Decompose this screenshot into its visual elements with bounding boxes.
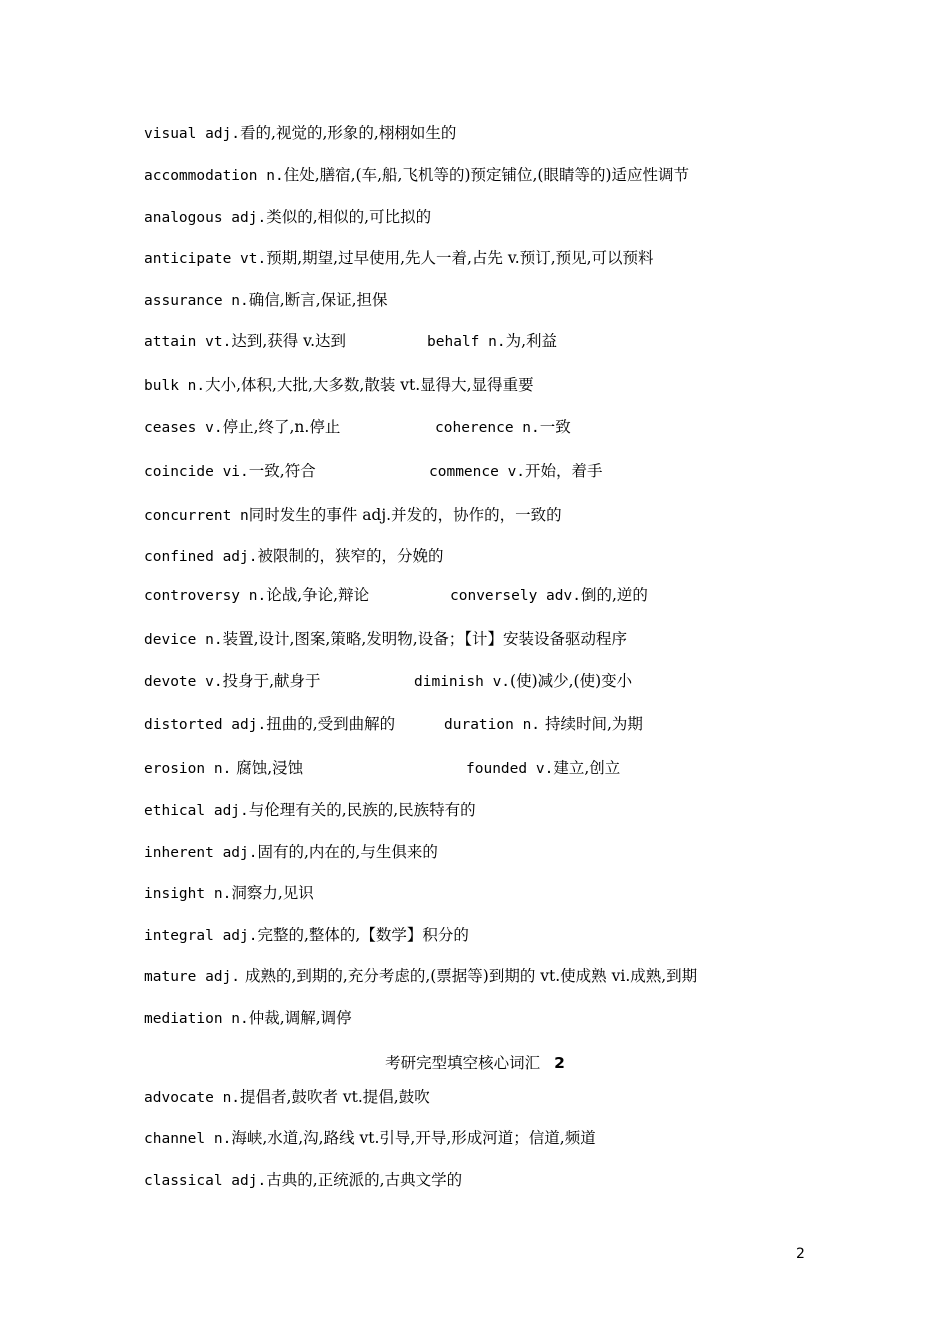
- entry-definition: (使)减少,(使)变小: [510, 672, 633, 690]
- entry-word: device n.: [144, 632, 223, 648]
- entry-definition: 住处,膳宿,(车,船,飞机等的)预定铺位,(眼睛等的)适应性调节: [283, 166, 690, 184]
- vocab-entry-accommodation: [144, 165, 689, 186]
- vocab-entry-controversy: [144, 585, 648, 606]
- entry-word: controversy n.: [144, 588, 267, 604]
- entry-definition: 预期,期望,过早使用,先人一着,占先 v.预订,预见,可以预料: [266, 249, 654, 267]
- entry-word: mature adj.: [144, 969, 241, 985]
- entry-word: devote v.: [144, 674, 223, 690]
- entry-word: founded v.: [466, 761, 554, 777]
- entry-word: coincide vi.: [144, 464, 249, 480]
- vocab-entry-confined: [144, 546, 444, 567]
- entry-definition: 与伦理有关的,民族的,民族特有的: [248, 801, 476, 819]
- vocab-entry-concurrent: [144, 505, 562, 526]
- vocab-entry-device: [144, 629, 627, 650]
- vocab-entry-analogous: [144, 207, 431, 228]
- entry-word: classical adj.: [144, 1173, 267, 1189]
- vocab-entry-coherence: [435, 417, 571, 438]
- entry-word: advocate n.: [144, 1090, 241, 1106]
- entry-definition: 洞察力,见识: [231, 884, 314, 902]
- entry-word: assurance n.: [144, 293, 249, 309]
- entry-definition: 一致,符合: [248, 462, 316, 480]
- entry-word: analogous adj.: [144, 210, 267, 226]
- entry-word: mediation n.: [144, 1011, 249, 1027]
- entry-definition: 大小,体积,大批,大多数,散装 vt.显得大,显得重要: [205, 376, 534, 394]
- vocab-entry-assurance: [144, 290, 388, 311]
- vocab-entry-mediation: [144, 1008, 352, 1029]
- entry-definition: 固有的,内在的,与生俱来的: [257, 843, 438, 861]
- vocab-entry-devote: [144, 671, 633, 692]
- vocab-entry-founded: [466, 758, 620, 779]
- entry-word: distorted adj.: [144, 717, 267, 733]
- vocab-entry-advocate: [144, 1087, 430, 1108]
- vocab-entry-behalf: [427, 331, 557, 352]
- vocab-entry-diminish: [414, 671, 632, 692]
- entry-word: bulk n.: [144, 378, 206, 394]
- entry-definition: 投身于,献身于: [222, 672, 321, 690]
- entry-word: coherence n.: [435, 420, 540, 436]
- entry-word: insight n.: [144, 886, 232, 902]
- vocab-entry-duration: [444, 714, 643, 735]
- entry-word: channel n.: [144, 1131, 232, 1147]
- vocab-entry-ethical: [144, 800, 476, 821]
- vocab-entry-commence: [429, 461, 603, 482]
- section-heading: [0, 1053, 950, 1073]
- vocab-entry-conversely: [450, 585, 648, 606]
- vocab-entry-mature: [144, 966, 697, 987]
- entry-definition: 完整的,整体的,【数学】积分的: [257, 926, 469, 944]
- entry-word: visual adj.: [144, 126, 241, 142]
- entry-definition: 建立,创立: [553, 759, 621, 777]
- entry-definition: 论战,争论,辩论: [266, 586, 370, 604]
- entry-word: inherent adj.: [144, 845, 258, 861]
- entry-word: anticipate vt.: [144, 251, 267, 267]
- entry-word: attain vt.: [144, 334, 232, 350]
- entry-definition: 提倡者,鼓吹者 vt.提倡,鼓吹: [240, 1088, 430, 1106]
- entry-definition: 开始，着手: [525, 462, 603, 480]
- entry-definition: 持续时间,为期: [540, 715, 643, 733]
- section-heading-title: 考研完型填空核心词汇: [385, 1054, 541, 1072]
- entry-definition: 成熟的,到期的,充分考虑的,(票据等)到期的 vt.使成熟 vi.成熟,到期: [240, 967, 698, 985]
- entry-definition: 达到,获得 v.达到: [231, 332, 347, 350]
- vocab-entry-anticipate: [144, 248, 654, 269]
- entry-definition: 被限制的，狭窄的，分娩的: [257, 547, 444, 565]
- entry-definition: 装置,设计,图案,策略,发明物,设备；【计】安装设备驱动程序: [222, 630, 627, 648]
- vocab-entry-integral: [144, 925, 469, 946]
- entry-word: commence v.: [429, 464, 526, 480]
- section-heading-number: 2: [554, 1054, 565, 1072]
- entry-definition: 停止,终了,n.停止: [222, 418, 341, 436]
- vocab-entry-erosion: [144, 758, 621, 779]
- entry-definition: 倒的,逆的: [580, 586, 648, 604]
- entry-word: accommodation n.: [144, 168, 284, 184]
- entry-word: erosion n.: [144, 761, 232, 777]
- entry-definition: 扭曲的,受到曲解的: [266, 715, 396, 733]
- entry-definition: 看的,视觉的,形象的,栩栩如生的: [240, 124, 457, 142]
- entry-word: duration n.: [444, 717, 541, 733]
- vocab-entry-insight: [144, 883, 314, 904]
- entry-definition: 类似的,相似的,可比拟的: [266, 208, 432, 226]
- entry-definition: 为,利益: [505, 332, 558, 350]
- entry-definition: 仲裁,调解,调停: [248, 1009, 352, 1027]
- entry-word: behalf n.: [427, 334, 506, 350]
- entry-word: confined adj.: [144, 549, 258, 565]
- entry-definition: 同时发生的事件 adj.并发的，协作的，一致的: [248, 506, 562, 524]
- entry-definition: 古典的,正统派的,古典文学的: [266, 1171, 463, 1189]
- entry-word: ceases v.: [144, 420, 223, 436]
- vocab-entry-coincide: [144, 461, 603, 482]
- vocab-entry-classical: [144, 1170, 462, 1191]
- entry-definition: 腐蚀,浸蚀: [231, 759, 304, 777]
- entry-definition: 海峡,水道,沟,路线 vt.引导,开导,形成河道；信道,频道: [231, 1129, 596, 1147]
- vocab-entry-channel: [144, 1128, 596, 1149]
- page-number: 2: [796, 1246, 805, 1262]
- entry-definition: 确信,断言,保证,担保: [248, 291, 388, 309]
- vocab-entry-ceases: [144, 417, 571, 438]
- vocab-entry-bulk: [144, 375, 534, 396]
- vocab-entry-inherent: [144, 842, 438, 863]
- vocab-entry-attain: [144, 331, 558, 352]
- entry-definition: 一致: [539, 418, 571, 436]
- entry-word: integral adj.: [144, 928, 258, 944]
- entry-word: concurrent n: [144, 508, 249, 524]
- vocab-entry-distorted: [144, 714, 643, 735]
- vocab-entry-visual: [144, 123, 456, 144]
- entry-word: conversely adv.: [450, 588, 581, 604]
- entry-word: diminish v.: [414, 674, 511, 690]
- entry-word: ethical adj.: [144, 803, 249, 819]
